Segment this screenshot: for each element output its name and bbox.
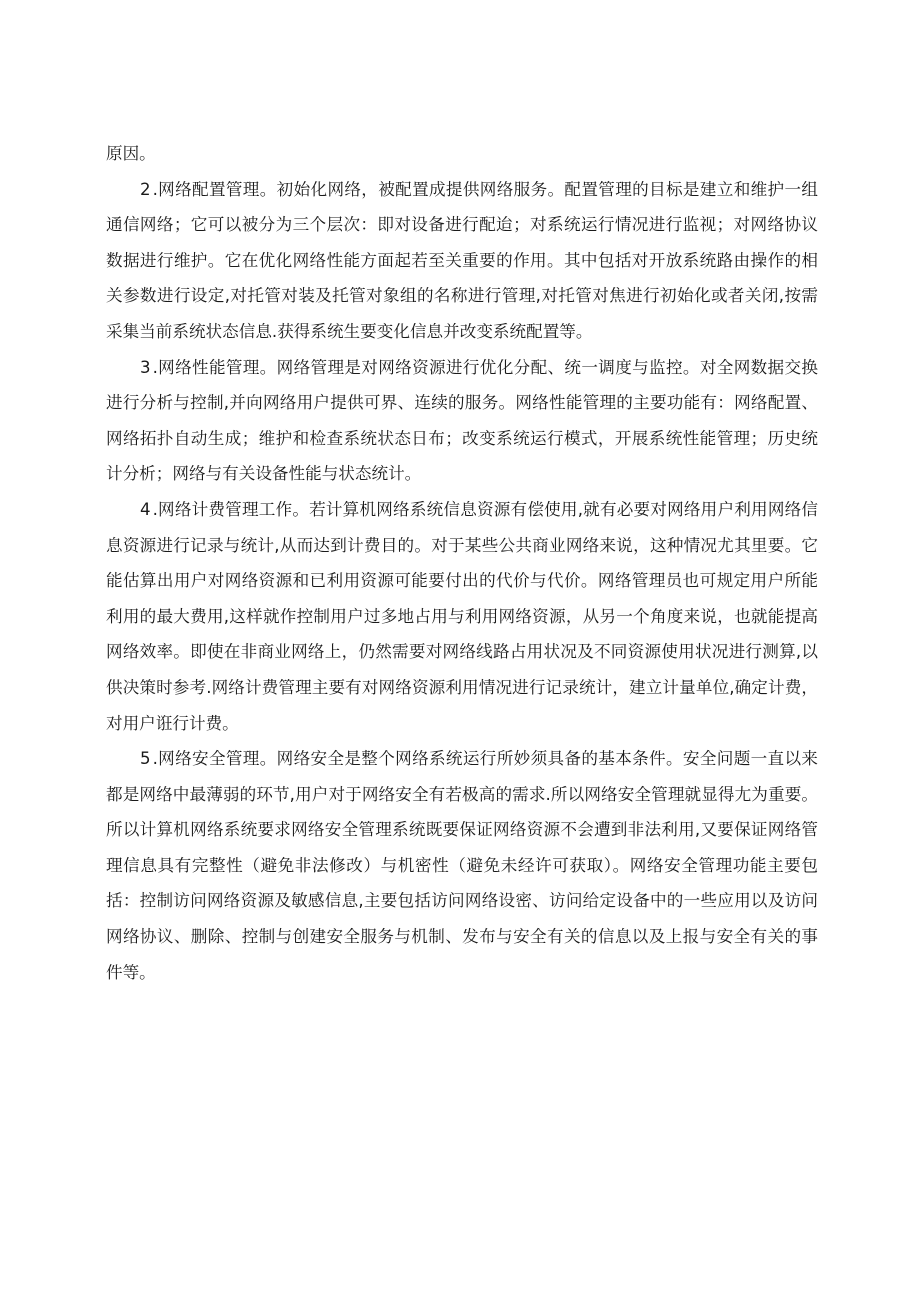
paragraph-continuation <box>106 136 818 172</box>
paragraph-number: 3 <box>140 357 151 377</box>
paragraph-text: .网络性能管理。网络管理是对网络资源进行优化分配、统一调度与监控。对全网数据交换进行分析与控制,并向网络用户提供可界、连续的服务。网络性能管理的主要功能有：网络配置、网络拓扑自动生成；维护和检查系统状态日布；改变系统运行模式，开展系统性能管理；历史统计分析；网络与有关设备性能与状态统计。 <box>106 357 818 484</box>
paragraph-network-configuration-management <box>106 172 818 350</box>
paragraph-text: .网络安全管理。网络安全是整个网络系统运行所妙须具备的基本条件。安全问题一直以来都是网络中最薄弱的环节,用户对于网络安全有若极高的需求.所以网络安全管理就显得尢为重要。所以计算机网络系统要求网络安全管理系统既要保证网络资源不会遭到非法利用,又要保证网络管理信息具有完整性（避免非法修改）与机密性（避免未经许可获取）。网络安全管理功能主要包括：控制访问网络资源及敏感信息,主要包括访问网络设密、访问给定设备中的一些应用以及访问网络协议、删除、控制与创建安全服务与机制、发布与安全有关的信息以及上报与安全有关的事件等。 <box>106 749 818 982</box>
paragraph-number: 5 <box>140 749 151 769</box>
paragraph-network-performance-management <box>106 350 818 492</box>
paragraph-text: .网络计费管理工作。若计算机网络系统信息资源有偿使用,就有必要对网络用户利用网络信息资源进行记录与统计,从而达到计费目的。对于某些公共商业网络来说，这种情况尤其里要。它能估算出用户对网络资源和已利用资源可能要付出的代价与代价。网络管理员也可规定用户所能利用的最大费用,这样就作控制用户过多地占用与利用网络资源，从另一个角度来说，也就能提高网络效率。即使在非商业网络上，仍然需要对网络线路占用状况及不同资源使用状况进行测算,以供决策时参考.网络计费管理主要有对网络资源利用情况进行记录统计，建立计量单位,确定计费，对用户诳行计费。 <box>106 499 818 733</box>
paragraph-text: 原因。 <box>106 144 156 163</box>
paragraph-network-accounting-management <box>106 492 818 741</box>
paragraph-text: .网络配置管理。初始化网络，被配置成提供网络服务。配置管理的目标是建立和维护一组通信网络；它可以被分为三个层次：即对设备进行配迨；对系统运行情况进行监视；对网络协议数据进行维护。它在优化网络性能方面起若至关重要的作用。其中包括对开放系统路由操作的相关参数进行设定,对托管对装及托管对象组的名称进行管理,对托管对焦进行初始化或者关闭,按需采集当前系统状态信息.获得系统生要变化信息并改变系统配置等。 <box>106 179 818 341</box>
paragraph-number: 4 <box>140 499 151 519</box>
paragraph-network-security-management <box>106 741 818 990</box>
document-body <box>106 136 818 990</box>
paragraph-number: 2 <box>140 179 151 199</box>
